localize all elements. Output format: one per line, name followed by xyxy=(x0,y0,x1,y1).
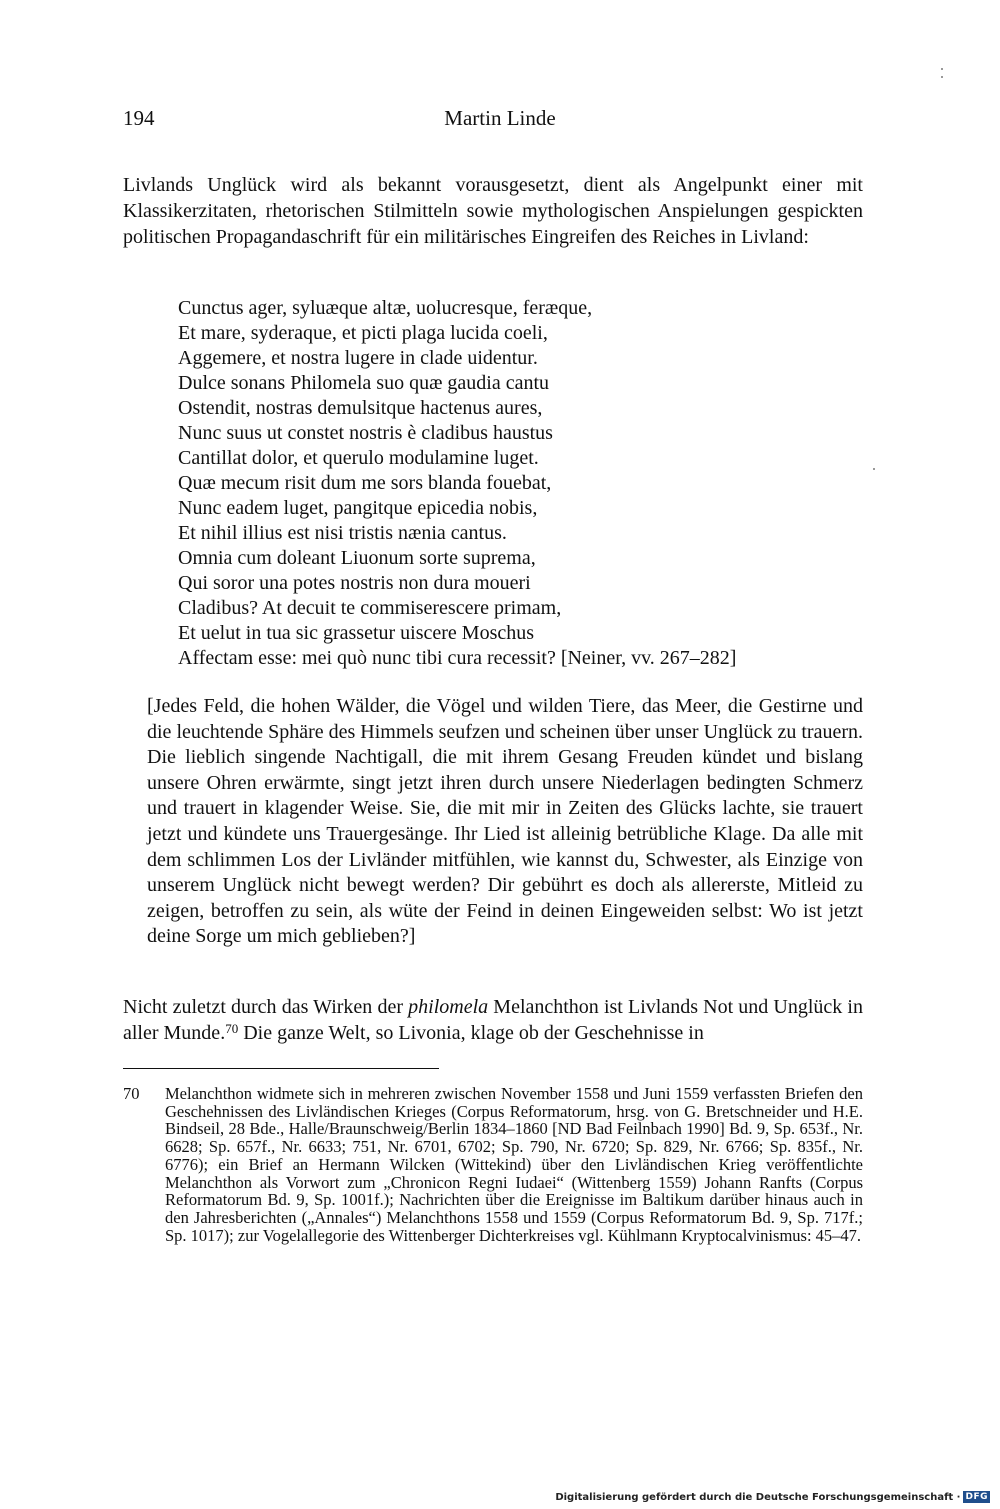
paragraph-2-text-c: Die ganze Welt, so Livonia, klage ob der Geschehnisse in xyxy=(238,1022,704,1044)
verse-line: Dulce sonans Philomela suo quæ gaudia cantu xyxy=(178,372,550,394)
german-translation: [Jedes Feld, die hohen Wälder, die Vögel und wilden Tiere, das Meer, die Gestirne und die leuchtende Sphäre des Himmels seufzen und scheinen über unser Unglück zu trauern. Die lieblich singende Nachtigall, die mit ihrem Gesang Freuden kündet und bislang unsere Ohren erwärmte, singt jetzt ihren durch unsere Niederlagen bedingten Schmerz und trauert in klagender Weise. Sie, die mit mir in Zeiten des Glücks lachte, sie trauert jetzt und kündete uns Trauergesänge. Ihr Lied ist alleinig betrübliche Klage. Da alle mit dem schlimmen Los der Livländer mitfühlen, wie kannst du, Schwester, als Einzige von unserem Unglück nicht bewegt werden? Dir gebührt es doch als allererste, Mitleid zu zeigen, betroffen zu sein, als wüte der Feind in deinen Eingeweiden selbst: Wo ist jetzt deine Sorge um mich geblieben?] xyxy=(147,695,863,948)
verse-line: Cunctus ager, syluæque altæ, uolucresque, feræque, xyxy=(178,297,593,319)
footnote-number: 70 xyxy=(123,1084,140,1103)
verse-line: Affectam esse: mei quò nunc tibi cura recessit? [Neiner, vv. 267–282] xyxy=(178,647,737,669)
dfg-logo-icon: DFG xyxy=(965,1492,988,1502)
page-number: 194 xyxy=(123,106,155,130)
verse-line: Nunc eadem luget, pangitque epicedia nobis, xyxy=(178,497,538,519)
verse-line: Qui soror una potes nostris non dura moueri xyxy=(178,572,531,594)
paragraph-2-text-b: Melanchthon ist Livlands Not und Unglück in aller Munde. xyxy=(123,996,863,1044)
body-paragraph-2 xyxy=(123,994,863,1046)
scan-speck xyxy=(873,468,875,470)
verse-line: Et nihil illius est nisi tristis nænia cantus. xyxy=(178,522,507,544)
verse-line: Aggemere, et nostra lugere in clade uidentur. xyxy=(178,347,538,369)
verse-line: Ostendit, nostras demulsitque hactenus aures, xyxy=(178,397,543,419)
dfg-credit-line xyxy=(555,1491,990,1503)
verse-line: Cantillat dolor, et querulo modulamine luget. xyxy=(178,447,539,469)
footnote-separator xyxy=(123,1068,439,1069)
paragraph-2-text-a: Nicht zuletzt durch das Wirken der xyxy=(123,996,409,1018)
verse-line: Cladibus? At decuit te commiserescere primam, xyxy=(178,597,562,619)
footnote-text: Melanchthon widmete sich in mehreren zwischen November 1558 und Juni 1559 verfassten Briefen den Geschehnissen des Livländischen Krieges (Corpus Reformatorum, hrsg. von G. Bretschneider und H.E. Bindseil, 28 Bde., Halle/Braunschweig/Berlin 1834–1860 [ND Bad Feilnbach 1990] Bd. 9, Sp. 653f., Nr. 6628; Sp. 657f., Nr. 6633; 751, Nr. 6701, 6702; Sp. 790, Nr. 6720; Sp. 829, Nr. 6766; Sp. 835f., Nr. 6776); ein Brief an Hermann Wilcken (Wittekind) über den Livländischen Krieg veröffentlichte Melanchthon als Vorwort zum „Chronicon Regni Iudaei“ (Wittenberg 1559) Johann Ranfts (Corpus Reformatorum Bd. 9, Sp. 1001f.); Nachrichten über die Ereignisse im Baltikum darüber hinaus auch in den Jahresberichten („Annales“) Melanchthons 1558 und 1559 (Corpus Reformatorum Bd. 9, Sp. 717f.; Sp. 1017); zur Vogelallegorie des Wittenberger Dichterkreises vgl. Kühlmann Kryptocalvinismus: 45–47. xyxy=(165,1084,863,1245)
verse-line: Et uelut in tua sic grassetur uiscere Moschus xyxy=(178,622,535,644)
verse-line: Nunc suus ut constet nostris è cladibus haustus xyxy=(178,422,553,444)
running-title: Martin Linde xyxy=(444,106,556,130)
scan-speck xyxy=(941,68,943,70)
scan-speck xyxy=(941,76,943,78)
credit-text: Digitalisierung gefördert durch die Deutsche Forschungsgemeinschaft · xyxy=(555,1491,961,1503)
verse-line: Quæ mecum risit dum me sors blanda fouebat, xyxy=(178,472,552,494)
footnote-reference[interactable]: 70 xyxy=(225,1021,239,1036)
verse-line: Et mare, syderaque, et picti plaga lucida coeli, xyxy=(178,322,548,344)
body-paragraph-1: Livlands Unglück wird als bekannt vorausgesetzt, dient als Angelpunkt einer mit Klassikerzitaten, rhetorischen Stilmitteln sowie mythologischen Anspielungen gespickten politischen Propagandaschrift für ein militärisches Eingreifen des Reiches in Livland: xyxy=(123,174,863,248)
verse-line: Omnia cum doleant Liuonum sorte suprema, xyxy=(178,547,536,569)
latin-verse-quote xyxy=(178,296,838,671)
footnote-70 xyxy=(123,1085,863,1244)
italic-term: philomela xyxy=(408,996,489,1018)
